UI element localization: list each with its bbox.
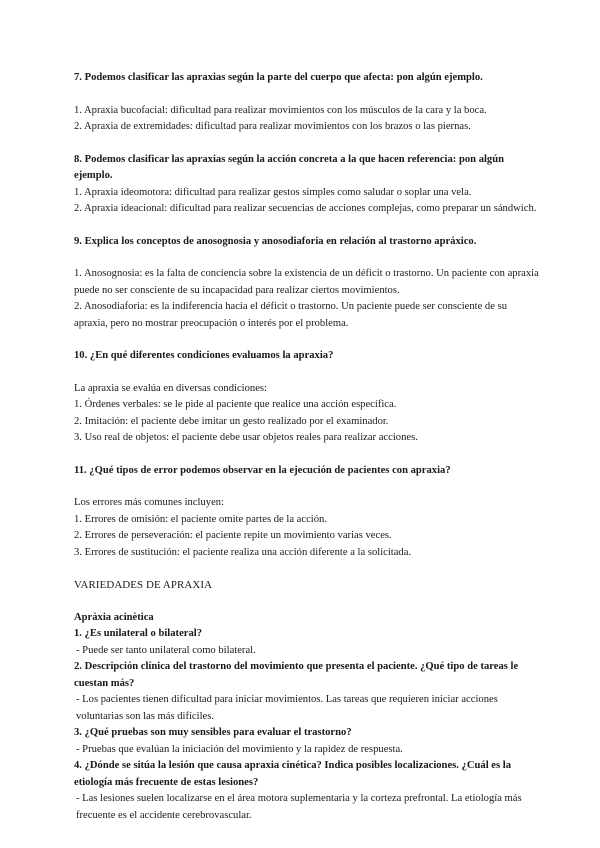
entry-2-question: 2. Descripción clínica del trastorno del movimiento que presenta el paciente. ¿Qué tipo de tareas le cuestan más?	[74, 661, 519, 689]
question-9-item-2: 2. Anosodiaforia: es la indiferencia hacia el déficit o trastorno. Un paciente puede ser consciente de su apraxia, pero no mostrar preocupación o interés por el problema.	[74, 301, 507, 329]
question-10-item-2: 2. Imitación: el paciente debe imitar un gesto realizado por el examinador.	[74, 415, 389, 427]
question-7-item-1: 1. Apraxia bucofacial: dificultad para realizar movimientos con los músculos de la cara y la boca.	[74, 104, 487, 116]
question-9-item-1: 1. Anosognosia: es la falta de conciencia sobre la existencia de un déficit o trastorno. Un paciente con apraxia puede no ser consciente de su incapacidad para realizar ciertos movimientos.	[74, 268, 539, 296]
question-10-item-1: 1. Órdenes verbales: se le pide al paciente que realice una acción específica.	[74, 399, 397, 410]
section-heading: VARIEDADES DE APRAXIA	[74, 579, 213, 591]
question-8-item-2: 2. Apraxia ideacional: dificultad para realizar secuencias de acciones complejas, como preparar un sándwich.	[74, 203, 537, 214]
question-7-title: 7. Podemos clasificar las apraxias según la parte del cuerpo que afecta: pon algún ejemplo.	[74, 72, 483, 83]
question-11-item-2: 2. Errores de perseveración: el paciente repite un movimiento varias veces.	[74, 530, 392, 541]
question-10-intro: La apraxia se evalúa en diversas condiciones:	[74, 382, 267, 394]
entry-2-answer: - Los pacientes tienen dificultad para iniciar movimientos. Las tareas que requieren iniciar acciones voluntarias son las más difíciles.	[76, 694, 498, 722]
question-7-item-2: 2. Apraxia de extremidades: dificultad para realizar movimientos con los brazos o las piernas.	[74, 121, 471, 132]
entry-1-question: 1. ¿Es unilateral o bilateral?	[74, 628, 203, 639]
entry-3-answer: - Pruebas que evalúan la iniciación del movimiento y la rapidez de respuesta.	[76, 743, 403, 755]
entry-4-answer: - Las lesiones suelen localizarse en el área motora suplementaria y la corteza prefrontal. La etiología más frecuente es el accidente cerebrovascular.	[76, 793, 522, 821]
question-10-item-3: 3. Uso real de objetos: el paciente debe usar objetos reales para realizar acciones.	[74, 432, 418, 443]
question-11-intro: Los errores más comunes incluyen:	[74, 497, 225, 508]
question-11-item-3: 3. Errores de sustitución: el paciente realiza una acción diferente a la solicitada.	[74, 546, 412, 558]
entry-1-answer: - Puede ser tanto unilateral como bilateral.	[76, 644, 256, 656]
question-8-item-1: 1. Apraxia ideomotora: dificultad para realizar gestos simples como saludar o soplar una vela.	[74, 186, 472, 198]
section-subtitle: Apràxia acinètica	[74, 611, 154, 623]
entry-4-question: 4. ¿Dónde se sitúa la lesión que causa apraxia cinética? Indica posibles localizaciones. ¿Cuál es la etiología más frecuente de estas lesiones?	[74, 760, 512, 788]
question-10-title: 10. ¿En qué diferentes condiciones evaluamos la apraxia?	[74, 350, 334, 361]
question-11-title: 11. ¿Qué tipos de error podemos observar en la ejecución de pacientes con apraxia?	[74, 464, 451, 476]
question-8-title: 8. Podemos clasificar las apraxias según la acción concreta a la que hacen referencia: pon algún ejemplo.	[74, 153, 505, 181]
question-9-title: 9. Explica los conceptos de anosognosia y anosodiaforia en relación al trastorno apráxico.	[74, 235, 477, 247]
entry-3-question: 3. ¿Qué pruebas son muy sensibles para evaluar el trastorno?	[74, 727, 352, 738]
question-11-item-1: 1. Errores de omisión: el paciente omite partes de la acción.	[74, 513, 327, 525]
